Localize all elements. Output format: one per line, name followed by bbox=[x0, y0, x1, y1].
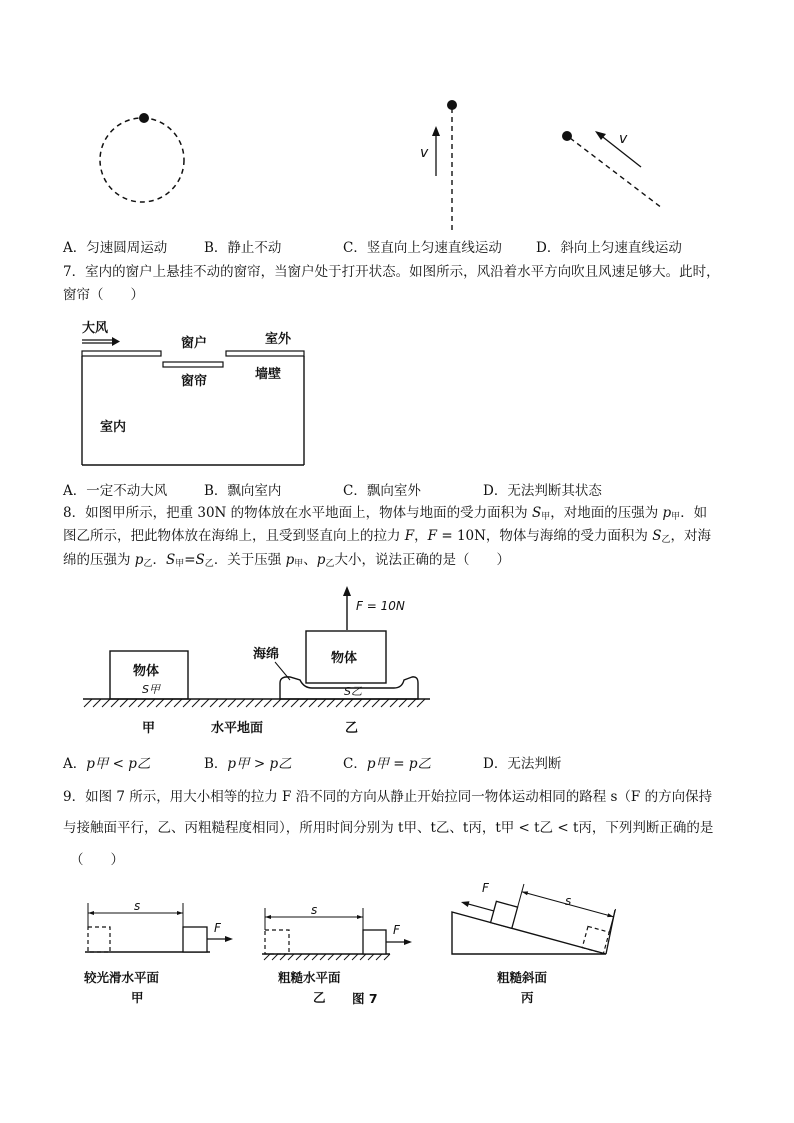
hatch-line bbox=[352, 954, 358, 960]
hatch-line bbox=[384, 954, 390, 960]
q6-option-c[interactable]: C．竖直向上匀速直线运动 bbox=[343, 240, 502, 256]
q9-figure bbox=[0, 870, 794, 1015]
q7-stem-line1: 7．室内的窗户上悬挂不动的窗帘，当窗户处于打开状态。如图所示，风沿着水平方向吹且风速足够大。此时， bbox=[63, 264, 720, 280]
ground-label: 水平地面 bbox=[211, 721, 264, 736]
hatch-line bbox=[408, 699, 416, 707]
hatch-line bbox=[255, 699, 263, 707]
curtain bbox=[163, 362, 223, 367]
yi-label: 乙 bbox=[345, 721, 359, 736]
force-arrow-head bbox=[343, 586, 351, 596]
q7-option-a[interactable]: A．一定不动大风 bbox=[63, 483, 168, 499]
q8-option-b[interactable]: B．p甲 > p乙 bbox=[204, 756, 292, 772]
hatch-line bbox=[246, 699, 254, 707]
wind-arrow-head bbox=[112, 337, 120, 346]
q8-option-d[interactable]: D．无法判断 bbox=[483, 756, 562, 772]
hatch-line bbox=[165, 699, 173, 707]
figure-number: 图 7 bbox=[352, 991, 378, 1006]
block bbox=[183, 927, 207, 952]
hatch-line bbox=[237, 699, 245, 707]
hatch-line bbox=[336, 954, 342, 960]
hatch-line bbox=[273, 699, 281, 707]
circle-path bbox=[100, 118, 184, 202]
hatch-line bbox=[312, 954, 318, 960]
q6-option-d[interactable]: D．斜向上匀速直线运动 bbox=[536, 240, 682, 256]
hatch-line bbox=[84, 699, 92, 707]
hatch-line bbox=[174, 699, 182, 707]
jia-label: 甲 bbox=[142, 721, 156, 736]
hatch-line bbox=[296, 954, 302, 960]
q9-stem-line2: 与接触面平行，乙、丙粗糙程度相同），所用时间分别为 t甲、t乙、t丙，t甲 < t乙 < t丙，下列判断正确的是 bbox=[63, 820, 714, 836]
hatch-line bbox=[417, 699, 425, 707]
ball-dot bbox=[139, 113, 149, 123]
hatch-line bbox=[368, 954, 374, 960]
wind-label: 大风 bbox=[82, 321, 109, 336]
caption-rough-horizontal: 粗糙水平面 bbox=[278, 970, 341, 985]
area-label-jia: S甲 bbox=[142, 683, 160, 696]
hatch-line bbox=[381, 699, 389, 707]
hatch-line bbox=[102, 699, 110, 707]
hatch-line bbox=[360, 954, 366, 960]
block bbox=[491, 901, 518, 928]
hatch-line bbox=[318, 699, 326, 707]
q6-option-a[interactable]: A．匀速圆周运动 bbox=[63, 240, 168, 256]
wall-label: 墙壁 bbox=[255, 367, 282, 382]
q8-stem-line2: 图乙所示，把此物体放在海绵上，且受到竖直向上的拉力 F，F = 10N，物体与海绵的受力面积为 $S_乙$，对海 bbox=[63, 528, 711, 545]
hatch-line bbox=[336, 699, 344, 707]
hatch-line bbox=[304, 954, 310, 960]
caption-rough-incline: 粗糙斜面 bbox=[497, 970, 548, 985]
wall-right bbox=[226, 351, 304, 356]
diagonal-dashed-line bbox=[570, 138, 662, 208]
velocity-label: v bbox=[619, 131, 628, 147]
sponge-label: 海绵 bbox=[253, 647, 280, 662]
hatch-line bbox=[129, 699, 137, 707]
hatch-line bbox=[183, 699, 191, 707]
F-label: F bbox=[482, 881, 489, 895]
caption-smooth-horizontal: 较光滑水平面 bbox=[84, 970, 160, 985]
hatch-line bbox=[219, 699, 227, 707]
hatch-line bbox=[93, 699, 101, 707]
F-label: F bbox=[214, 921, 221, 935]
caption-jia: 甲 bbox=[131, 990, 144, 1005]
F-label: F bbox=[393, 923, 400, 937]
hatch-line bbox=[192, 699, 200, 707]
hatch-line bbox=[156, 699, 164, 707]
hatch-line bbox=[111, 699, 119, 707]
hatch-line bbox=[327, 699, 335, 707]
object-label: 物体 bbox=[133, 664, 160, 679]
ball-dot bbox=[447, 100, 457, 110]
q7-option-c[interactable]: C．飘向室外 bbox=[343, 483, 421, 499]
hatch-line bbox=[291, 699, 299, 707]
q9-stem-line3: （ ） bbox=[70, 852, 124, 868]
hatch-line bbox=[309, 699, 317, 707]
q8-stem-line1: 8．如图甲所示，把重 30N 的物体放在水平地面上，物体与地面的受力面积为 $S_甲$，对地面的压强为 $p_甲$．如 bbox=[63, 505, 708, 522]
q6-option-b[interactable]: B．静止不动 bbox=[204, 240, 282, 256]
q6-figures bbox=[0, 0, 794, 235]
hatch-line bbox=[264, 699, 272, 707]
block bbox=[363, 930, 386, 954]
hatch-line bbox=[288, 954, 294, 960]
hatch-line bbox=[300, 699, 308, 707]
hatch-line bbox=[228, 699, 236, 707]
hatch-line bbox=[120, 699, 128, 707]
hatch-line bbox=[210, 699, 218, 707]
hatch-line bbox=[147, 699, 155, 707]
hatch-line bbox=[272, 954, 278, 960]
q8-figure bbox=[0, 580, 794, 740]
hatch-line bbox=[390, 699, 398, 707]
hatch-line bbox=[264, 954, 270, 960]
q9-stem-line1: 9．如图 7 所示，用大小相等的拉力 F 沿不同的方向从静止开始拉同一物体运动相同的路程 s（F 的方向保持 bbox=[63, 789, 713, 805]
hatch-line bbox=[363, 699, 371, 707]
hatch-line bbox=[328, 954, 334, 960]
s-label: s bbox=[311, 903, 318, 917]
hatch-line bbox=[320, 954, 326, 960]
outside-label: 室外 bbox=[265, 332, 292, 347]
q7-figure bbox=[0, 310, 794, 475]
hatch-line bbox=[399, 699, 407, 707]
q7-option-b[interactable]: B．飘向室内 bbox=[204, 483, 282, 499]
q8-option-a[interactable]: A．p甲 < p乙 bbox=[63, 756, 151, 772]
caption-bing: 丙 bbox=[521, 990, 534, 1005]
hatch-line bbox=[372, 699, 380, 707]
curtain-label: 窗帘 bbox=[181, 374, 208, 389]
indoor-label: 室内 bbox=[100, 420, 127, 435]
hatch-line bbox=[354, 699, 362, 707]
hatch-line bbox=[201, 699, 209, 707]
hatch-line bbox=[376, 954, 382, 960]
hatch-line bbox=[280, 954, 286, 960]
velocity-label: v bbox=[420, 145, 429, 161]
force-label: F = 10N bbox=[356, 599, 405, 613]
caption-yi: 乙 bbox=[313, 990, 326, 1005]
hatch-line bbox=[344, 954, 350, 960]
object-label: 物体 bbox=[331, 651, 358, 666]
s-label: s bbox=[565, 894, 572, 908]
hatch-line bbox=[282, 699, 290, 707]
q7-stem-line2: 窗帘（ ） bbox=[63, 287, 144, 303]
area-label-yi: S乙 bbox=[344, 685, 362, 698]
window-label: 窗户 bbox=[181, 336, 208, 351]
hatch-line bbox=[138, 699, 146, 707]
s-label: s bbox=[134, 899, 141, 913]
wall-left bbox=[82, 351, 161, 356]
hatch-line bbox=[345, 699, 353, 707]
q7-option-d[interactable]: D．无法判断其状态 bbox=[483, 483, 602, 499]
ball-dot bbox=[562, 131, 572, 141]
q8-option-c[interactable]: C．p甲 = p乙 bbox=[343, 756, 432, 772]
q8-stem-line3: 绵的压强为 $p_乙$．$S_甲=S_乙$．关于压强 $p_甲$、$p_乙$大小，说法正确的是（ ） bbox=[63, 552, 510, 569]
